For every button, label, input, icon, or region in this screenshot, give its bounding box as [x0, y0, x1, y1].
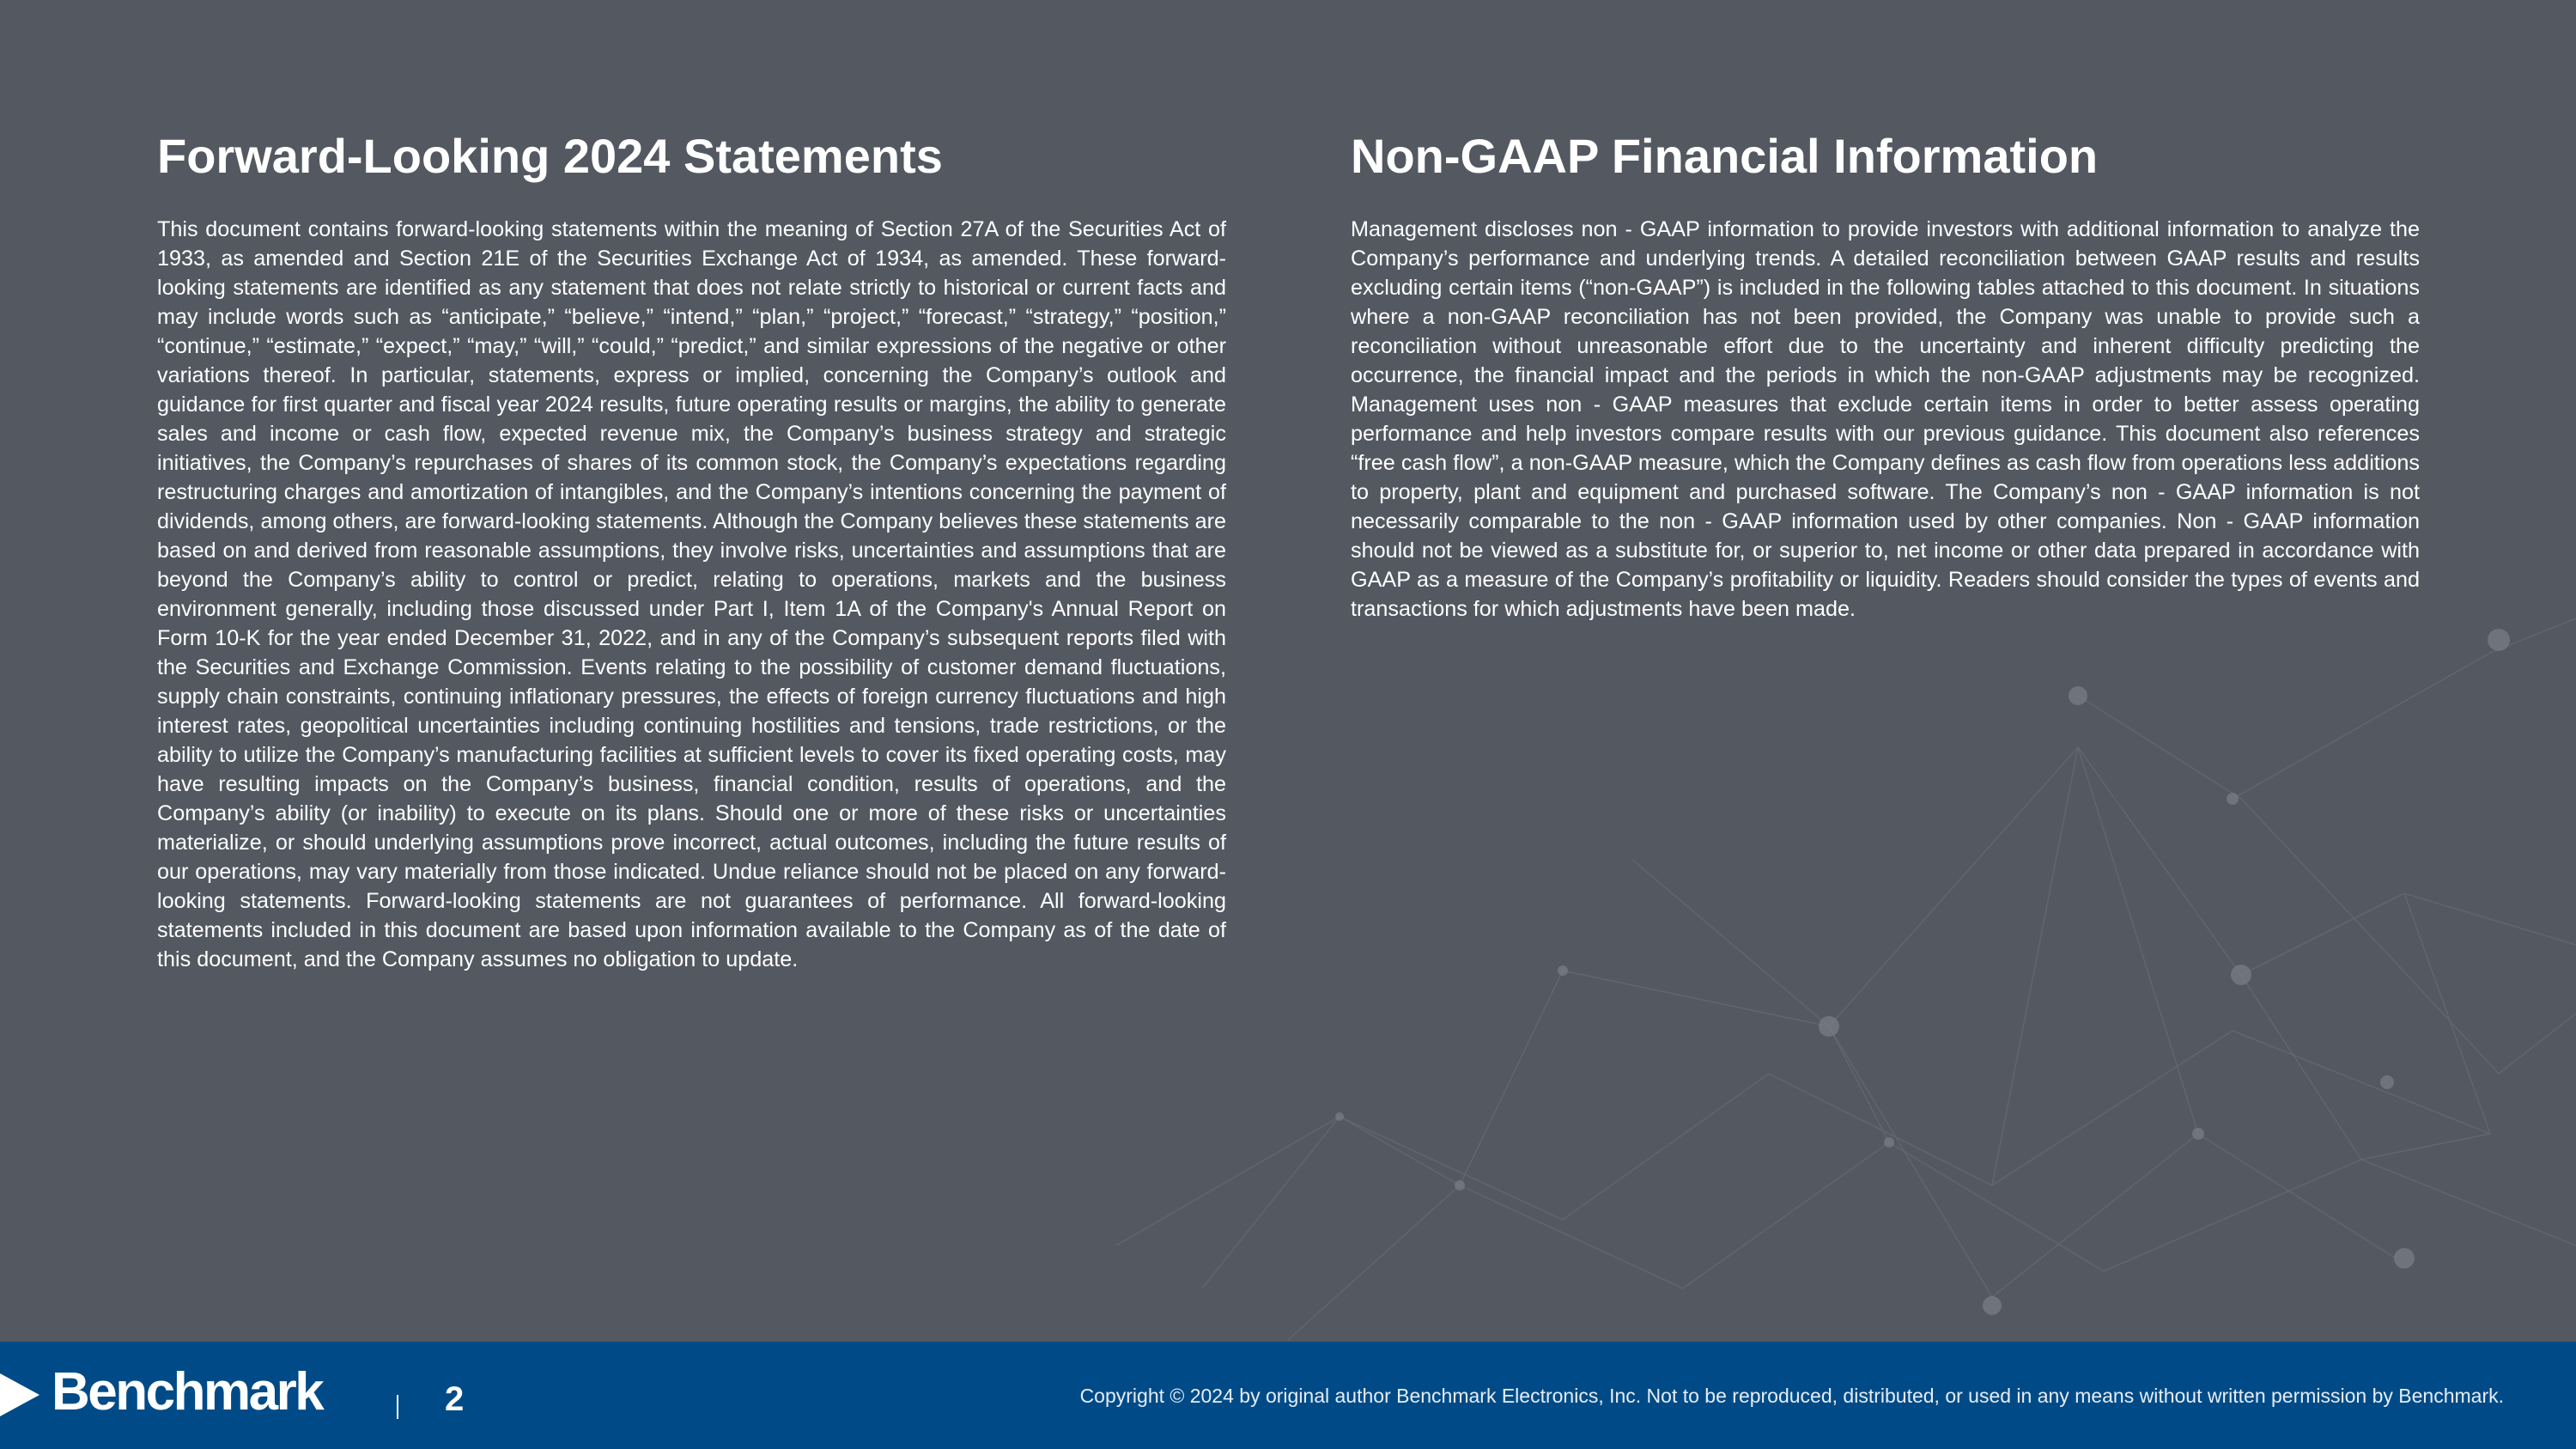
copyright-notice: Copyright © 2024 by original author Benchmark Electronics, Inc. Not to be reproduced, distributed, or used in any means without written permission by Benchmark.	[1079, 1385, 2504, 1407]
footer-bar	[0, 1342, 2576, 1449]
non-gaap-body: Management discloses non - GAAP information to provide investors with additional information to analyze the Company’s performance and underlying trends. A detailed reconciliation between GAAP results and results excluding certain items (“non-GAAP”) is included in the following tables attached to this document. In situations where a non-GAAP reconciliation has not been provided, the Company was unable to provide such a reconciliation without unreasonable effort due to the uncertainty and inherent difficulty predicting the occurrence, the financial impact and the periods in which the non-GAAP adjustments may be recognized. Management uses non - GAAP measures that exclude certain items in order to better assess operating performance and help investors compare results with our previous guidance. This document also references “free cash flow”, a non-GAAP measure, which the Company defines as cash flow from operations less additions to property, plant and equipment and purchased software. The Company’s non - GAAP information is not necessarily comparable to the non - GAAP information used by other companies. Non - GAAP information should not be viewed as a substitute for, or superior to, net income or other data prepared in accordance with GAAP as a measure of the Company’s profitability or liquidity. Readers should consider the types of events and transactions for which adjustments have been made.	[1351, 217, 2420, 621]
non-gaap-section	[1351, 129, 2420, 624]
forward-looking-body: This document contains forward-looking statements within the meaning of Section 27A of the Securities Act of 1933, as amended and Section 21E of the Securities Exchange Act of 1934, as amended. These forward-looking statements are identified as any statement that does not relate strictly to historical or current facts and may include words such as “anticipate,” “believe,” “intend,” “plan,” “project,” “forecast,” “strategy,” “position,” “continue,” “estimate,” “expect,” “may,” “will,” “could,” “predict,” and similar expressions of the negative or other variations thereof. In particular, statements, express or implied, concerning the Company’s outlook and guidance for first quarter and fiscal year 2024 results, future operating results or margins, the ability to generate sales and income or cash flow, expected revenue mix, the Company’s business strategy and strategic initiatives, the Company’s repurchases of shares of its common stock, the Company’s expectations regarding restructuring charges and amortization of intangibles, and the Company’s intentions concerning the payment of dividends, among others, are forward-looking statements. Although the Company believes these statements are based on and derived from reasonable assumptions, they involve risks, uncertainties and assumptions that are beyond the Company’s ability to control or predict, relating to operations, markets and the business environment generally, including those discussed under Part I, Item 1A of the Company's Annual Report on Form 10-K for the year ended December 31, 2022, and in any of the Company’s subsequent reports filed with the Securities and Exchange Commission. Events relating to the possibility of customer demand fluctuations, supply chain constraints, continuing inflationary pressures, the effects of foreign currency fluctuations and high interest rates, geopolitical uncertainties including continuing hostilities and tensions, trade restrictions, or the ability to utilize the Company’s manufacturing facilities at sufficient levels to cover its fixed operating costs, may have resulting impacts on the Company’s business, financial condition, results of operations, and the Company’s ability (or inability) to execute on its plans. Should one or more of these risks or uncertainties materialize, or should underlying assumptions prove incorrect, actual outcomes, including the future results of our operations, may vary materially from those indicated. Undue reliance should not be placed on any forward-looking statements. Forward-looking statements are not guarantees of performance. All forward-looking statements included in this document are based upon information available to the Company as of the date of this document, and the Company assumes no obligation to update.	[157, 217, 1226, 971]
page-number: 2	[445, 1380, 465, 1418]
benchmark-arrow-icon	[0, 1373, 39, 1416]
non-gaap-heading: Non-GAAP Financial Information	[1351, 129, 2099, 183]
benchmark-logo: Benchmark	[52, 1362, 323, 1422]
footer-divider	[397, 1395, 398, 1419]
forward-looking-heading: Forward-Looking 2024 Statements	[157, 129, 943, 183]
forward-looking-section	[157, 129, 1226, 974]
